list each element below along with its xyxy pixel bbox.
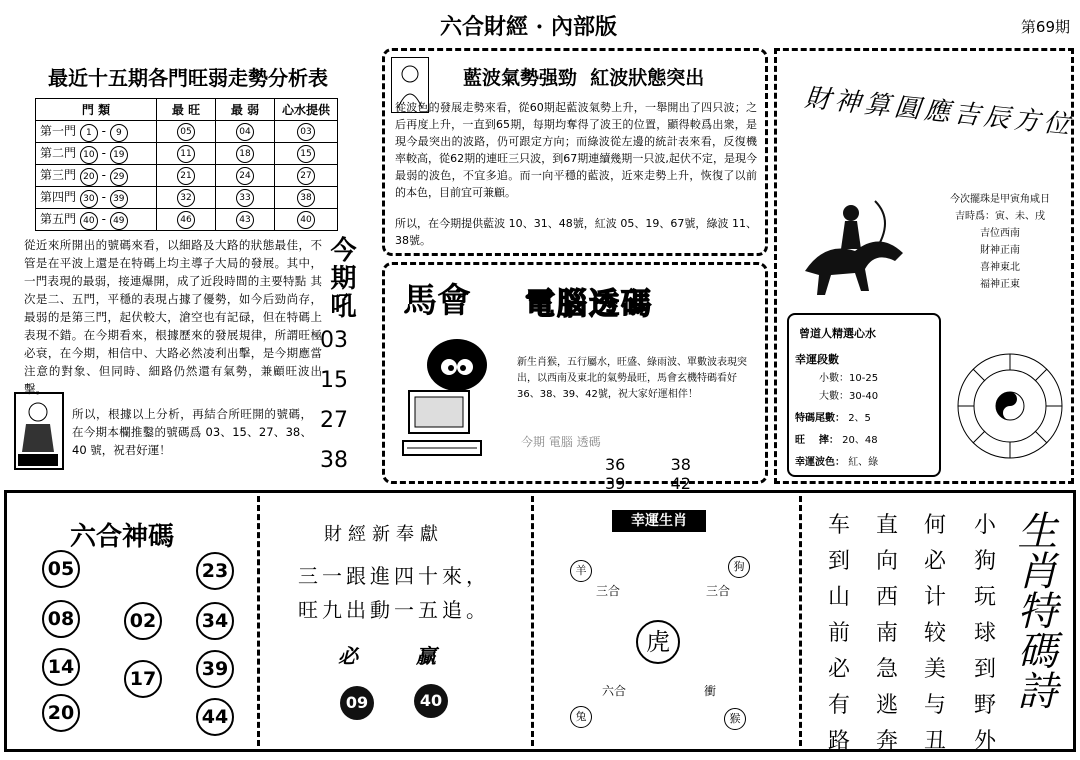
page-header-title: 六合財經 · 內部版: [440, 14, 617, 40]
poem-column: 直 向 西 南 急 逃 奔: [875, 513, 898, 754]
poem-title: 生肖特碼詩: [1011, 510, 1057, 710]
lucky-color-label: 幸運波色：: [795, 457, 845, 468]
lhsm-ball: 17: [124, 660, 162, 698]
poem-column: 小 狗 玩 球 到 野 外: [973, 513, 996, 754]
computer-number: 42: [670, 474, 691, 493]
trend-row: [36, 143, 338, 165]
lhsm-ball: 23: [196, 552, 234, 590]
trend-title: 最近十五期各門旺弱走勢分析表: [48, 66, 328, 90]
trend-min: 18: [216, 143, 275, 165]
lucky-tail: 2、5: [848, 413, 871, 424]
zodiac-box: [548, 496, 802, 746]
trend-min: 04: [216, 121, 275, 143]
trend-max: 32: [157, 187, 216, 209]
trend-table: [35, 98, 338, 231]
lucky-box: [787, 313, 941, 477]
trend-gate: 第二門 10 - 19: [36, 143, 157, 165]
roar-title: 今期吼: [326, 236, 356, 320]
trend-analysis-text: 從近來所開出的號碼來看，以細路及大路的狀態最佳，不管是在平波上還是在特碼上均主導子大局的發展。其中，一門表現的最弱，接連爆開，成了近段時間的主要特點 其次是二、五門，平穩的表現占據了優勢，如今后勁尚存，最弱的是第三門，起伏較大，滄空也有記碌，但在特碼上表現不錯。在今期看來，根據歷來的發展規律，所謂旺極必衰，在今期，相信中、大路必然凌利出擊，是今期應當注意的對象、但同時、細路仍然還有氣勢，兼顧旺波出擊。: [24, 238, 322, 396]
god-line: 吉位西南: [980, 228, 1020, 239]
dafa-stamp: [14, 392, 64, 470]
zodiac-title: 幸運生肖: [612, 510, 706, 532]
lucky-small: 小數：10-25: [819, 373, 879, 384]
trend-min: 24: [216, 165, 275, 187]
col-max: 最 旺: [157, 99, 216, 121]
finance-box: [276, 496, 534, 746]
trend-row: [36, 165, 338, 187]
lhsm-ball: 39: [196, 650, 234, 688]
roar-number: 03: [320, 328, 348, 353]
trend-conclusion-text: 所以，根據以上分析，再結合所旺開的號碼，在今期本欄推鑿的號碼爲 03、15、27、38、40 號，祝君好運！: [72, 407, 312, 457]
lucky-tail-label: 特碼尾數：: [795, 413, 845, 424]
trend-tip: 38: [275, 187, 338, 209]
lhsm-ball: 02: [124, 602, 162, 640]
computer-sub: 今期 電腦 透碼: [521, 435, 601, 449]
zodiac-chong-right: 衝: [704, 684, 717, 698]
zodiac-monkey: 猴: [724, 708, 746, 730]
zodiac-tiger: 虎: [636, 620, 680, 664]
lhsm-title: 六合神碼: [70, 522, 175, 552]
lhsm-box: [12, 496, 260, 746]
issue-number: 第69期: [1020, 18, 1070, 36]
god-box: [774, 48, 1074, 484]
trend-tip: 40: [275, 209, 338, 231]
lhsm-ball: 08: [42, 600, 80, 638]
god-line: 福神正東: [980, 279, 1020, 290]
zodiac-dog: 狗: [728, 556, 750, 578]
col-min: 最 弱: [216, 99, 275, 121]
computer-numbers: [605, 455, 765, 493]
zodiac-rabbit: 兔: [570, 706, 592, 728]
trend-tip: 15: [275, 143, 338, 165]
trend-max: 05: [157, 121, 216, 143]
trend-min: 33: [216, 187, 275, 209]
col-gate: 門 類: [36, 99, 157, 121]
computer-number: 38: [670, 455, 691, 474]
zodiac-sheep: 羊: [570, 560, 592, 582]
god-lines: [935, 191, 1065, 293]
poem-column: 车 到 山 前 必 有 路: [827, 513, 850, 754]
trend-gate: 第五門 40 - 49: [36, 209, 157, 231]
computer-title-1: 馬會: [403, 281, 471, 321]
wave-body: 從波色的發展走勢來看，從60期起藍波氣勢上升，一舉開出了四只波；之后再度上升，一直到65期，每期均奪得了波王的位置，顯得較爲出衆，是現今最突出的波路，仍可跟定方向；而綠波從左邊的統計表來看，反復機率較高，從62期的連旺三只波，到67期連續幾期一只波,起伏不定，是現今最弱的波色，不宜多追。而一向平穩的藍波，近來走勢上升，恢復了以前的本色，目前宜可兼顧。: [395, 101, 757, 199]
mascot-icon: [399, 331, 499, 471]
wave-title: 藍波氣勢强勁 紅波狀態突出: [463, 67, 705, 89]
trend-min: 43: [216, 209, 275, 231]
finance-title: 財經新奉獻: [324, 524, 444, 545]
computer-text: 新生肖猴，五行屬水，旺盛、綠雨波、單數波表現突出，以西南及東北的氣勢最旺，馬會玄機特碼看好36、38、39、42號，祝大家好運相伴！: [517, 357, 747, 400]
finance-ball: 40: [414, 684, 448, 718]
god-line: 喜神東北: [980, 262, 1020, 273]
wave-box: [382, 48, 768, 256]
finance-line-1: 三一跟進四十來，: [298, 564, 490, 588]
computer-box: [382, 262, 768, 493]
zodiac-liu-left: 六合: [602, 684, 627, 698]
poem-column: 何 必 计 较 美 与 丑: [923, 513, 946, 754]
god-line: 財神正南: [980, 245, 1020, 256]
lhsm-ball: 14: [42, 648, 80, 686]
finance-ball: 09: [340, 686, 374, 720]
horse-rider-icon: [795, 191, 915, 301]
lhsm-ball: 05: [42, 550, 80, 588]
trend-max: 21: [157, 165, 216, 187]
trend-tip: 03: [275, 121, 338, 143]
lucky-title: 曾道人精選心水: [799, 327, 876, 340]
roar-number: 38: [320, 448, 348, 473]
trend-max: 46: [157, 209, 216, 231]
lucky-large: 大數：30-40: [819, 391, 879, 402]
god-title: 財神算圓應吉辰方位: [803, 82, 1075, 142]
bagua-wheel-icon: [955, 351, 1065, 461]
computer-title-2: 電腦透碼: [525, 287, 653, 322]
lucky-wang: 20、48: [842, 435, 878, 446]
computer-number: 39: [605, 474, 626, 493]
trend-gate: 第三門 20 - 29: [36, 165, 157, 187]
lhsm-ball: 20: [42, 694, 80, 732]
roar-number: 15: [320, 368, 348, 393]
poem-box: [820, 508, 1070, 754]
god-line: 吉時爲：寅、未、戌: [955, 211, 1045, 222]
finance-must: 必: [338, 644, 358, 668]
trend-gate: 第一門 1 - 9: [36, 121, 157, 143]
lhsm-ball: 34: [196, 602, 234, 640]
trend-gate: 第四門 30 - 39: [36, 187, 157, 209]
trend-max: 11: [157, 143, 216, 165]
lucky-seg-label: 幸運段數: [795, 353, 839, 366]
god-line: 今次擺珠是甲寅角咸日: [950, 194, 1050, 205]
col-tip: 心水提供: [275, 99, 338, 121]
roar-number: 27: [320, 408, 348, 433]
zodiac-san-right: 三合: [706, 584, 731, 598]
trend-row: [36, 209, 338, 231]
lucky-wang-label: 旺 摔：: [795, 435, 839, 446]
finance-line-2: 旺九出動一五追。: [298, 598, 490, 622]
computer-number: 36: [605, 455, 626, 474]
zodiac-san-left: 三合: [596, 584, 621, 598]
trend-tip: 27: [275, 165, 338, 187]
trend-row: [36, 121, 338, 143]
lhsm-ball: 44: [196, 698, 234, 736]
trend-row: [36, 187, 338, 209]
finance-win: 贏: [416, 644, 436, 668]
wave-body-2: 所以，在今期提供藍波 10、31、48號，紅波 05、19、67號，綠波 11、38號。: [395, 217, 757, 247]
lucky-color: 紅、綠: [848, 457, 879, 468]
